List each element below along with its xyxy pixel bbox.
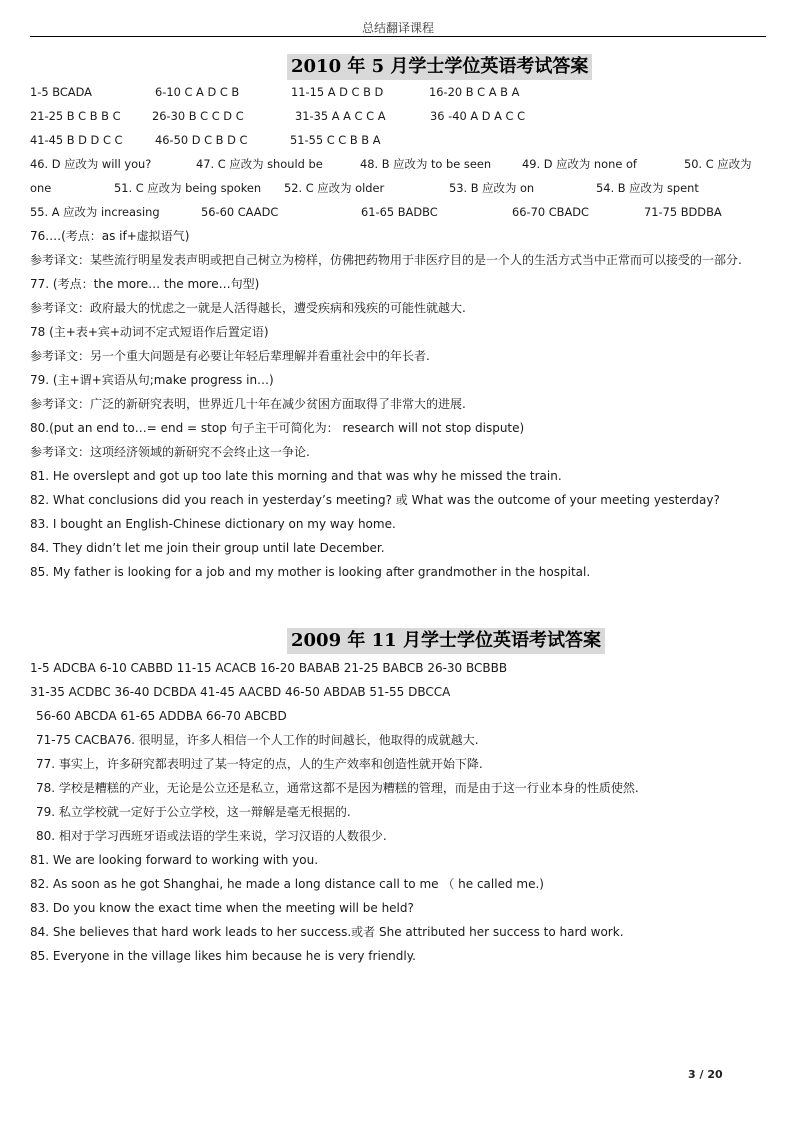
answer-line: 81. He overslept and got up too late this morning and that was why he missed the train. bbox=[30, 469, 562, 483]
translation-line: 78. 学校是糟糕的产业，无论是公立还是私立，通常这都不是因为糟糕的管理，而是由于这一行业本身的性质使然. bbox=[36, 781, 639, 795]
answer-line: 83. I bought an English-Chinese dictionary on my way home. bbox=[30, 517, 396, 531]
page-number: 3 / 20 bbox=[688, 1068, 723, 1081]
error-correction: 49. D 应改为 none of bbox=[522, 157, 637, 171]
answer-line: 85. Everyone in the village likes him because he is very friendly. bbox=[30, 949, 416, 963]
running-header: 总结翻译课程 bbox=[361, 21, 434, 35]
mc-group: 26-30 B C C D C bbox=[152, 109, 244, 123]
mc-group: 6-10 C A D C B bbox=[155, 85, 240, 99]
error-correction: 48. B 应改为 to be seen bbox=[360, 157, 492, 171]
error-correction: 53. B 应改为 on bbox=[449, 181, 535, 195]
error-correction: 55. A 应改为 increasing bbox=[30, 205, 160, 219]
answer-line: 84. They didn’t let me join their group until late December. bbox=[30, 541, 385, 555]
mc-group: 21-25 B C B B C bbox=[30, 109, 121, 123]
translation-block-2010 bbox=[30, 224, 764, 584]
answer-block-2009 bbox=[30, 656, 764, 968]
reference-translation: 参考译文：政府最大的忧虑之一就是人活得越长，遭受疾病和残疾的可能性就越大. bbox=[30, 301, 466, 315]
mc-group: 56-60 CAADC bbox=[201, 205, 279, 219]
question-note: 80.(put an end to…= end = stop 句子主干可简化为： research will not stop dispute) bbox=[30, 421, 525, 435]
reference-translation: 参考译文：另一个重大问题是有必要让年轻后辈理解并看重社会中的年长者. bbox=[30, 349, 430, 363]
error-correction: 52. C 应改为 older bbox=[284, 181, 385, 195]
error-correction: 47. C 应改为 should be bbox=[196, 157, 323, 171]
translation-line: 80. 相对于学习西班牙语或法语的学生来说，学习汉语的人数很少. bbox=[36, 829, 387, 843]
mc-group: 36 -40 A D A C C bbox=[430, 109, 526, 123]
mc-group: 1-5 BCADA bbox=[30, 85, 92, 99]
mc-group: 16-20 B C A B A bbox=[429, 85, 520, 99]
error-correction: 54. B 应改为 spent bbox=[596, 181, 699, 195]
mc-group: 66-70 CBADC bbox=[512, 205, 590, 219]
mc-group: 11-15 A D C B D bbox=[291, 85, 384, 99]
error-correction: one bbox=[30, 181, 52, 195]
mc-line: 56-60 ABCDA 61-65 ADDBA 66-70 ABCBD bbox=[36, 709, 287, 723]
mc-group: 31-35 A A C C A bbox=[295, 109, 386, 123]
section-title-2009: 2009 年 11 月学士学位英语考试答案 bbox=[287, 628, 605, 654]
answer-line: 82. What conclusions did you reach in yesterday’s meeting? 或 What was the outcome of your meeting yesterday? bbox=[30, 493, 720, 507]
question-note: 79. (主+谓+宾语从句;make progress in…) bbox=[30, 373, 274, 387]
answer-line: 84. She believes that hard work leads to her success.或者 She attributed her success to hard work. bbox=[30, 925, 624, 939]
mc-group: 41-45 B D D C C bbox=[30, 133, 123, 147]
answer-line: 85. My father is looking for a job and my mother is looking after grandmother in the hospital. bbox=[30, 565, 591, 579]
question-note: 76.…(考点：as if+虚拟语气) bbox=[30, 229, 190, 243]
answer-line: 81. We are looking forward to working with you. bbox=[30, 853, 319, 867]
answer-line: 82. As soon as he got Shanghai, he made a long distance call to me （ he called me.) bbox=[30, 877, 544, 891]
question-note: 77. (考点：the more… the more…句型) bbox=[30, 277, 260, 291]
reference-translation: 参考译文：这项经济领域的新研究不会终止这一争论. bbox=[30, 445, 310, 459]
mc-group: 46-50 D C B D C bbox=[155, 133, 248, 147]
translation-line: 71-75 CACBA76. 很明显，许多人相信一个人工作的时间越长，他取得的成就越大. bbox=[36, 733, 479, 747]
mc-line: 1-5 ADCBA 6-10 CABBD 11-15 ACACB 16-20 BABAB 21-25 BABCB 26-30 BCBBB bbox=[30, 661, 508, 675]
reference-translation: 参考译文：广泛的新研究表明，世界近几十年在减少贫困方面取得了非常大的进展. bbox=[30, 397, 466, 411]
error-correction: 50. C 应改为 bbox=[684, 157, 752, 171]
header-rule bbox=[30, 36, 766, 37]
mc-group: 71-75 BDDBA bbox=[644, 205, 722, 219]
error-correction: 46. D 应改为 will you? bbox=[30, 157, 152, 171]
translation-line: 77. 事实上，许多研究都表明过了某一特定的点，人的生产效率和创造性就开始下降. bbox=[36, 757, 483, 771]
error-correction: 51. C 应改为 being spoken bbox=[114, 181, 262, 195]
question-note: 78 (主+表+宾+动词不定式短语作后置定语) bbox=[30, 325, 269, 339]
answer-line: 83. Do you know the exact time when the meeting will be held? bbox=[30, 901, 414, 915]
mc-group: 51-55 C C B B A bbox=[290, 133, 381, 147]
reference-translation: 参考译文：某些流行明星发表声明或把自己树立为榜样，仿佛把药物用于非医疗目的是一个人的生活方式当中正常而可以接受的一部分. bbox=[30, 253, 742, 267]
section-title-2010: 2010 年 5 月学士学位英语考试答案 bbox=[287, 54, 592, 80]
mc-line: 31-35 ACDBC 36-40 DCBDA 41-45 AACBD 46-50 ABDAB 51-55 DBCCA bbox=[30, 685, 451, 699]
translation-line: 79. 私立学校就一定好于公立学校，这一辩解是毫无根据的. bbox=[36, 805, 351, 819]
mc-group: 61-65 BADBC bbox=[361, 205, 438, 219]
